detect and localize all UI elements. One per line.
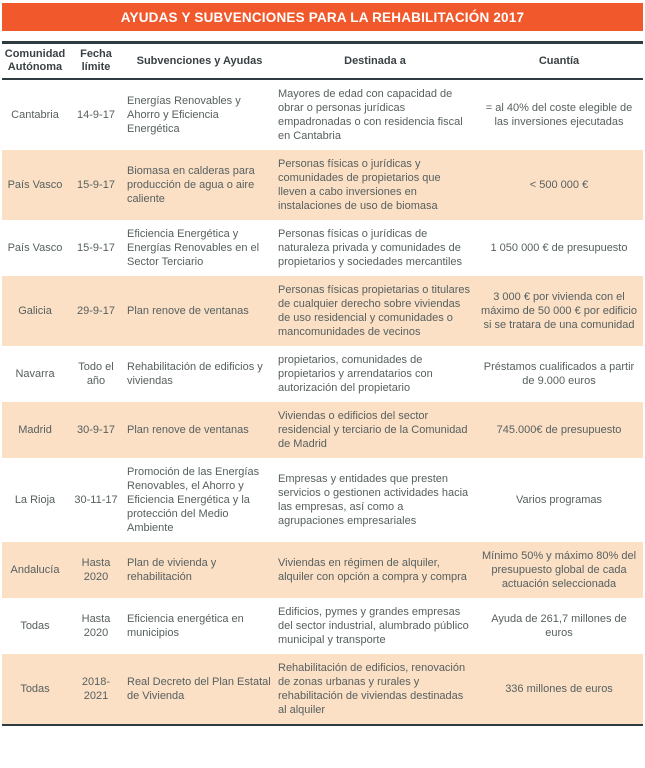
cell-fecha-limite: 30-11-17 bbox=[74, 494, 118, 506]
cell-destinada-a: Mayores de edad con capacidad de obrar o personas jurídicas empadronadas o con residencia fiscal en Cantabria bbox=[278, 88, 463, 142]
cell-subvencion-ayuda: Promoción de las Energías Renovables, el Ahorro y Eficiencia Energética y la protección del Medio Ambiente bbox=[127, 466, 260, 534]
cell-subvencion-ayuda: Rehabilitación de edificios y viviendas bbox=[127, 361, 263, 387]
col-header-subvenciones-y-ayudas: Subvenciones y Ayudas bbox=[136, 54, 263, 67]
cell-cuantia: 745.000€ de presupuesto bbox=[496, 424, 622, 436]
cell-cuantia: 1 050 000 € de presupuesto bbox=[490, 242, 628, 254]
subsidies-table bbox=[2, 41, 643, 726]
cell-destinada-a: Viviendas en régimen de alquiler, alquiler con opción a compra y compra bbox=[278, 557, 467, 583]
cell-destinada-a: Empresas y entidades que presten servicios o gestionen actividades hacia las empresas, así como a agrupaciones empresariales bbox=[278, 473, 469, 527]
cell-fecha-limite: 15-9-17 bbox=[77, 242, 115, 254]
cell-comunidad-autonoma: Andalucía bbox=[10, 564, 60, 576]
cell-fecha-limite: Todo el año bbox=[78, 361, 114, 387]
cell-fecha-limite: 15-9-17 bbox=[77, 179, 115, 191]
cell-subvencion-ayuda: Plan de vivienda y rehabilitación bbox=[127, 557, 217, 583]
cell-comunidad-autonoma: País Vasco bbox=[7, 242, 63, 254]
table-row bbox=[2, 598, 643, 654]
table-row bbox=[2, 79, 643, 150]
cell-fecha-limite: 29-9-17 bbox=[77, 305, 115, 317]
col-header-cuantia: Cuantía bbox=[538, 54, 580, 67]
cell-destinada-a: Rehabilitación de edificios, renovación de zonas urbanas y rurales y rehabilitación de viviendas destinadas al alquiler bbox=[278, 662, 466, 716]
cell-cuantia: < 500 000 € bbox=[529, 179, 589, 191]
col-header-fecha-limite: Fecha límite bbox=[80, 48, 112, 73]
table-row bbox=[2, 276, 643, 346]
cell-destinada-a: Viviendas o edificios del sector residencial y terciario de la Comunidad de Madrid bbox=[278, 410, 468, 450]
header-row bbox=[2, 43, 643, 80]
cell-cuantia: Mínimo 50% y máximo 80% del presupuesto global de cada actuación seleccionada bbox=[481, 550, 637, 590]
table-body bbox=[2, 79, 643, 725]
col-header-destinada-a: Destinada a bbox=[344, 54, 406, 67]
cell-subvencion-ayuda: Eficiencia Energética y Energías Renovables en el Sector Terciario bbox=[127, 228, 260, 268]
cell-comunidad-autonoma: Cantabria bbox=[11, 109, 59, 121]
cell-cuantia: 3 000 € por vivienda con el máximo de 50 000 € por edificio si se tratara de una comunidad bbox=[481, 291, 637, 331]
cell-subvencion-ayuda: Real Decreto del Plan Estatal de Vivienda bbox=[127, 676, 271, 702]
cell-subvencion-ayuda: Energías Renovables y Ahorro y Eficiencia Energética bbox=[127, 95, 241, 135]
cell-destinada-a: Personas físicas o jurídicas y comunidades de propietarios que lleven a cabo inversiones en instalaciones de uso de biomasa bbox=[278, 158, 441, 212]
cell-subvencion-ayuda: Plan renove de ventanas bbox=[127, 305, 249, 317]
page-title: AYUDAS Y SUBVENCIONES PARA LA REHABILITACIÓN 2017 bbox=[120, 9, 525, 25]
table-row bbox=[2, 458, 643, 542]
cell-fecha-limite: Hasta 2020 bbox=[81, 613, 111, 639]
cell-cuantia: 336 millones de euros bbox=[505, 683, 613, 695]
cell-comunidad-autonoma: Galicia bbox=[18, 305, 52, 317]
cell-fecha-limite: Hasta 2020 bbox=[81, 557, 111, 583]
cell-comunidad-autonoma: Todas bbox=[20, 620, 50, 632]
table-row bbox=[2, 654, 643, 725]
cell-comunidad-autonoma: Todas bbox=[20, 683, 50, 695]
cell-subvencion-ayuda: Plan renove de ventanas bbox=[127, 424, 249, 436]
table-row bbox=[2, 346, 643, 402]
table-row bbox=[2, 402, 643, 458]
cell-fecha-limite: 30-9-17 bbox=[77, 424, 115, 436]
cell-comunidad-autonoma: La Rioja bbox=[14, 494, 56, 506]
cell-subvencion-ayuda: Eficiencia energética en municipios bbox=[127, 613, 244, 639]
cell-fecha-limite: 2018-2021 bbox=[81, 676, 111, 702]
cell-cuantia: Préstamos cualificados a partir de 9.000 euros bbox=[483, 361, 635, 387]
cell-comunidad-autonoma: País Vasco bbox=[7, 179, 63, 191]
cell-comunidad-autonoma: Navarra bbox=[15, 368, 55, 380]
cell-fecha-limite: 14-9-17 bbox=[77, 109, 115, 121]
table-row bbox=[2, 542, 643, 598]
col-header-comunidad-autonoma: Comunidad Autónoma bbox=[4, 48, 66, 73]
table-row bbox=[2, 150, 643, 220]
cell-destinada-a: Personas físicas o jurídicas de naturaleza privada y comunidades de propietarios y sociedades mercantiles bbox=[278, 228, 463, 268]
cell-comunidad-autonoma: Madrid bbox=[18, 424, 52, 436]
cell-destinada-a: Personas físicas propietarias o titulares de cualquier derecho sobre viviendas de uso residencial y comunidades o mancomunidades de vecinos bbox=[278, 284, 470, 338]
cell-cuantia: Ayuda de 261,7 millones de euros bbox=[491, 613, 627, 639]
title-bar bbox=[2, 3, 643, 31]
table-row bbox=[2, 220, 643, 276]
cell-cuantia: = al 40% del coste elegible de las inversiones ejecutadas bbox=[485, 102, 633, 128]
cell-destinada-a: propietarios, comunidades de propietarios y arrendatarios con autorización del propietario bbox=[278, 354, 433, 394]
cell-destinada-a: Edificios, pymes y grandes empresas del sector industrial, alumbrado público municipal y transporte bbox=[278, 606, 469, 646]
cell-subvencion-ayuda: Biomasa en calderas para producción de agua o aire caliente bbox=[127, 165, 255, 205]
cell-cuantia: Varios programas bbox=[516, 494, 602, 506]
